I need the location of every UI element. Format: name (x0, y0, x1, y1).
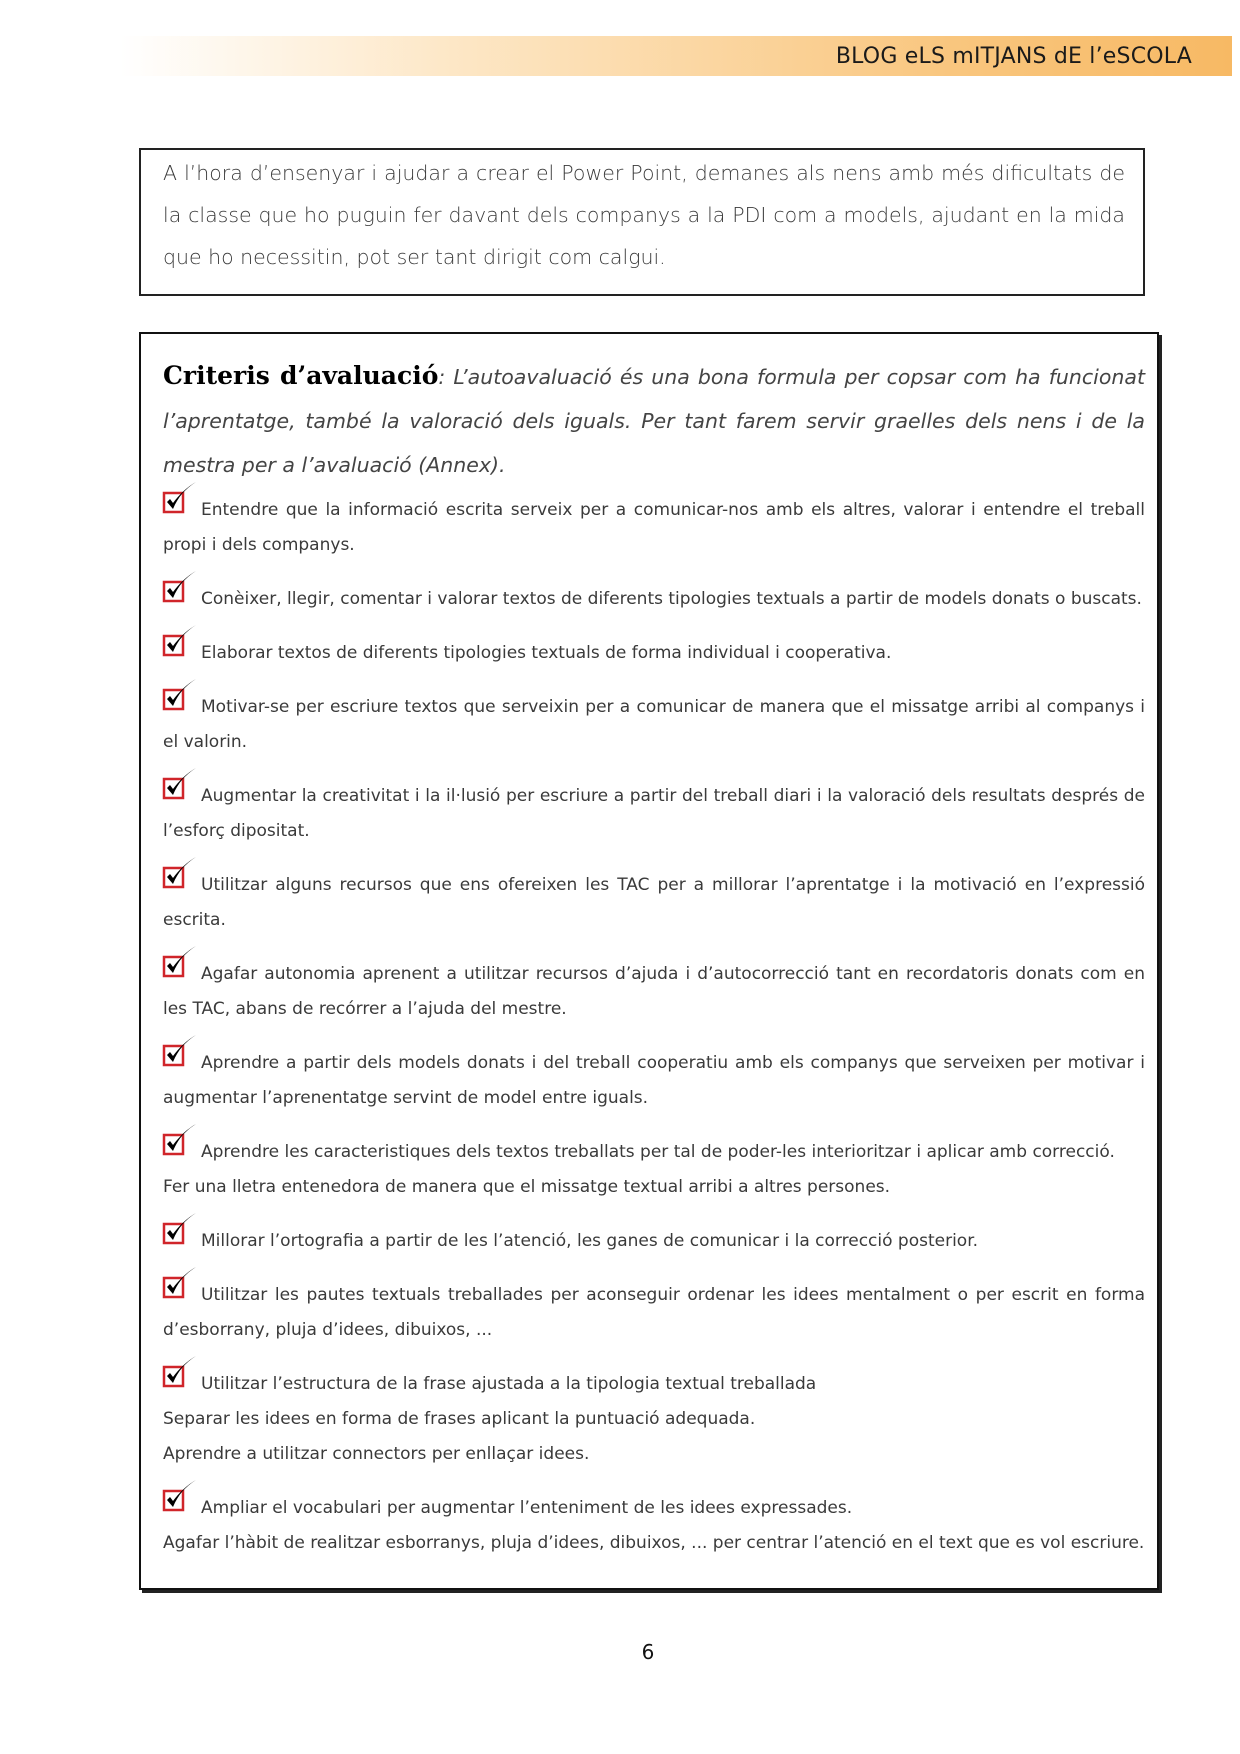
intro-box (139, 148, 1145, 296)
criterion-extra-line: Separar les idees en forma de frases aplicant la puntuació adequada. (163, 1409, 756, 1429)
criterion-item (163, 957, 1145, 1027)
criterion-text-line (163, 868, 1145, 938)
criterion-text: Conèixer, llegir, comentar i valorar textos de diferents tipologies textuals a partir de models donats o buscats. (201, 589, 1142, 609)
criterion-text: Utilitzar les pautes textuals treballades per aconseguir ordenar les idees mentalment o per escrit en forma d’esborrany, pluja d’idees, dibuixos, ... (163, 1285, 1145, 1340)
criterion-extra-line: Aprendre a utilitzar connectors per enllaçar idees. (163, 1444, 590, 1464)
page-number: 6 (641, 1640, 655, 1664)
criteria-heading (163, 354, 1145, 487)
checkmark-icon (163, 1046, 197, 1072)
criterion-text: Utilitzar alguns recursos que ens ofereixen les TAC per a millorar l’aprentatge i la motivació en l’expressió escrita. (163, 875, 1145, 930)
criterion-text-line (163, 493, 1145, 563)
criterion-text-line (163, 1135, 1145, 1170)
criterion-text-line (163, 582, 1145, 617)
checkmark-icon (163, 636, 197, 662)
checkmark-icon (163, 868, 197, 894)
criterion-item (163, 1224, 1145, 1259)
criterion-text: Millorar l’ortografia a partir de les l’atenció, les ganes de comunicar i la correcció posterior. (201, 1231, 979, 1251)
checkmark-icon (163, 1135, 197, 1161)
criterion-text: Utilitzar l’estructura de la frase ajustada a la tipologia textual treballada (201, 1374, 817, 1394)
criterion-item (163, 690, 1145, 760)
criterion-text: Motivar-se per escriure textos que serveixin per a comunicar de manera que el missatge arribi al companys i el valorin. (163, 697, 1145, 752)
criterion-text: Ampliar el vocabulari per augmentar l’enteniment de les idees expressades. (201, 1498, 853, 1518)
criterion-text-line (163, 779, 1145, 849)
criterion-text: Augmentar la creativitat i la il·lusió per escriure a partir del treball diari i la valoració dels resultats després de l’esforç dipositat. (163, 786, 1145, 841)
criterion-extra-line: Fer una lletra entenedora de manera que el missatge textual arribi a altres persones. (163, 1177, 891, 1197)
checkmark-icon (163, 779, 197, 805)
criterion-text: Aprendre a partir dels models donats i del treball cooperatiu amb els companys que serveixen per motivar i augmentar l’aprenentatge servint de model entre iguals. (163, 1053, 1145, 1108)
criterion-text: Agafar autonomia aprenent a utilitzar recursos d’ajuda i d’autocorrecció tant en recordatoris donats com en les TAC, abans de recórrer a l’ajuda del mestre. (163, 964, 1145, 1019)
checkmark-icon (163, 493, 197, 519)
criterion-item (163, 1367, 1145, 1472)
checkmark-icon (163, 1278, 197, 1304)
criterion-text-line (163, 690, 1145, 760)
header-title: BLOG eLS mITJANS dE l’eSCOLA (835, 44, 1192, 69)
criterion-item (163, 1046, 1145, 1116)
criteria-title: Criteris d’avaluació (163, 361, 439, 390)
criteria-list (163, 493, 1145, 1561)
criterion-text: Aprendre les caracteristiques dels textos treballats per tal de poder-les interioritzar i aplicar amb correcció. (201, 1142, 1115, 1162)
criterion-text-line (163, 1367, 1145, 1402)
criterion-extra-line: Agafar l’hàbit de realitzar esborranys, pluja d’idees, dibuixos, ... per centrar l’atenció en el text que es vol escriure. (163, 1533, 1145, 1553)
criteria-colon: : (438, 365, 446, 389)
criterion-text-line (163, 957, 1145, 1027)
criterion-text-line (163, 1224, 1145, 1259)
criterion-text-line (163, 1491, 1145, 1526)
criterion-item (163, 779, 1145, 849)
intro-text: A l’hora d’ensenyar i ajudar a crear el Power Point, demanes als nens amb més dificultats de la classe que ho puguin fer davant dels companys a la PDI com a models, ajudant en la mida que ho necessitin, pot ser tant dirigit com calgui. (163, 161, 1125, 269)
criterion-item (163, 582, 1145, 617)
checkmark-icon (163, 957, 197, 983)
criteria-box (139, 332, 1159, 1590)
criterion-item (163, 1278, 1145, 1348)
criterion-item (163, 636, 1145, 671)
criterion-item (163, 1491, 1145, 1561)
criteria-intro: L’autoavaluació és una bona formula per copsar com ha funcionat l’aprentatge, també la valoració dels iguals. Per tant farem servir graelles dels nens i de la mestra per a l’avaluació (Annex). (163, 365, 1145, 477)
checkmark-icon (163, 1224, 197, 1250)
checkmark-icon (163, 582, 197, 608)
criterion-item (163, 1135, 1145, 1205)
criterion-text-line (163, 636, 1145, 671)
criterion-text-line (163, 1278, 1145, 1348)
criterion-item (163, 493, 1145, 563)
criterion-text: Entendre que la informació escrita serveix per a comunicar-nos amb els altres, valorar i entendre el treball propi i dels companys. (163, 500, 1145, 555)
criterion-item (163, 868, 1145, 938)
criterion-text: Elaborar textos de diferents tipologies textuals de forma individual i cooperativa. (201, 643, 892, 663)
checkmark-icon (163, 690, 197, 716)
checkmark-icon (163, 1491, 197, 1517)
checkmark-icon (163, 1367, 197, 1393)
criterion-text-line (163, 1046, 1145, 1116)
